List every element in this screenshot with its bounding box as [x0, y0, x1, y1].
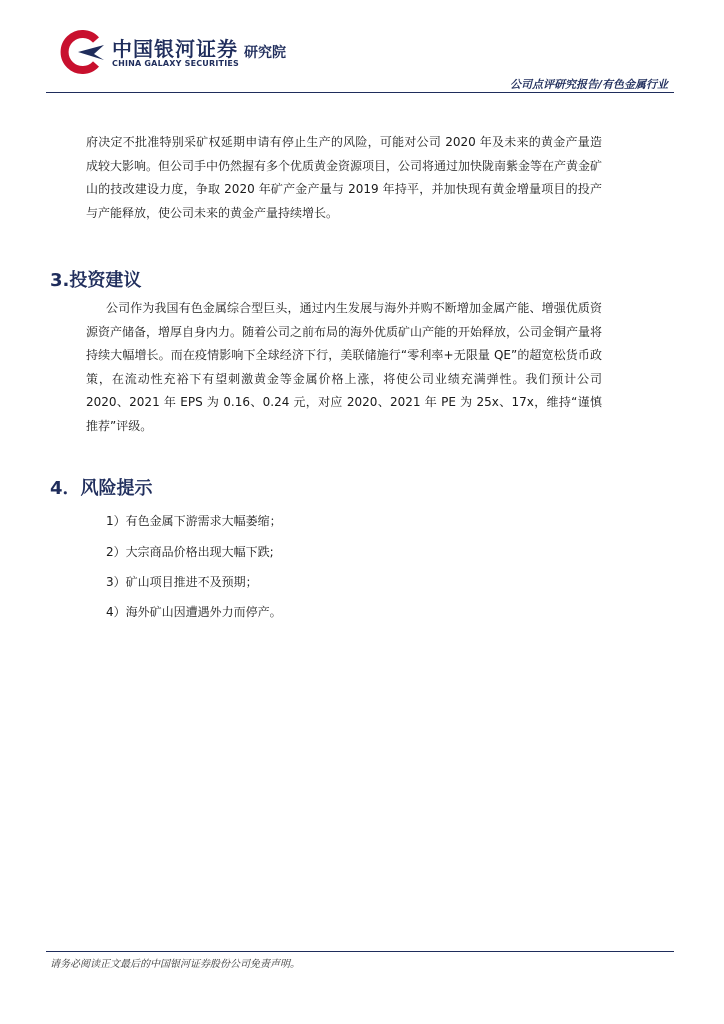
- footer-divider: [46, 951, 674, 952]
- risk-item: 2）大宗商品价格出现大幅下跌;: [106, 545, 274, 559]
- footer-disclaimer: 请务必阅读正文最后的中国银河证券股份公司免责声明。: [50, 959, 300, 970]
- continued-paragraph: 府决定不批准特别采矿权延期申请有停止生产的风险，可能对公司 2020 年及未来的黄金产量造成较大影响。但公司手中仍然握有多个优质黄金资源项目，公司将通过加快陇南紫金等在产黄金矿山的技改建设力度，争取 2020 年矿产金产量与 2019 年持平，并加快现有黄金增量项目的投产与产能释放，使公司未来的黄金产量持续增长。: [86, 135, 603, 220]
- brand-name-cn: 中国银河证券: [112, 37, 238, 61]
- galaxy-logo-icon: [56, 30, 106, 74]
- risk-item: 4）海外矿山因遭遇外力而停产。: [106, 605, 282, 619]
- report-type-label: 公司点评研究报告/有色金属行业: [509, 78, 668, 91]
- section-heading-investment: 3.投资建议: [50, 270, 142, 291]
- brand-department: 研究院: [244, 45, 286, 61]
- investment-paragraph: 公司作为我国有色金属综合型巨头，通过内生发展与海外并购不断增加金属产能、增强优质资源资产储备，增厚自身内力。随着公司之前布局的海外优质矿山产能的开始释放，公司金铜产量将持续大幅增长。而在疫情影响下全球经济下行，美联储施行“零利率+无限量 QE”的超宽松货币政策，在流动性充裕下有望刺激黄金等金属价格上涨，将使公司业绩充满弹性。我们预计公司 2020、2021 年 EPS 为 0.16、0.24 元，对应 2020、2021 年 PE 为 25x、17x，维持“谨慎推荐”评级。: [86, 301, 603, 433]
- section-heading-risk: 4．风险提示: [50, 478, 153, 499]
- risk-item: 3）矿山项目推进不及预期；: [106, 575, 258, 589]
- header-divider: [46, 92, 674, 93]
- brand-name-en: CHINA GALAXY SECURITIES: [112, 59, 239, 68]
- risk-item: 1）有色金属下游需求大幅萎缩；: [106, 514, 282, 528]
